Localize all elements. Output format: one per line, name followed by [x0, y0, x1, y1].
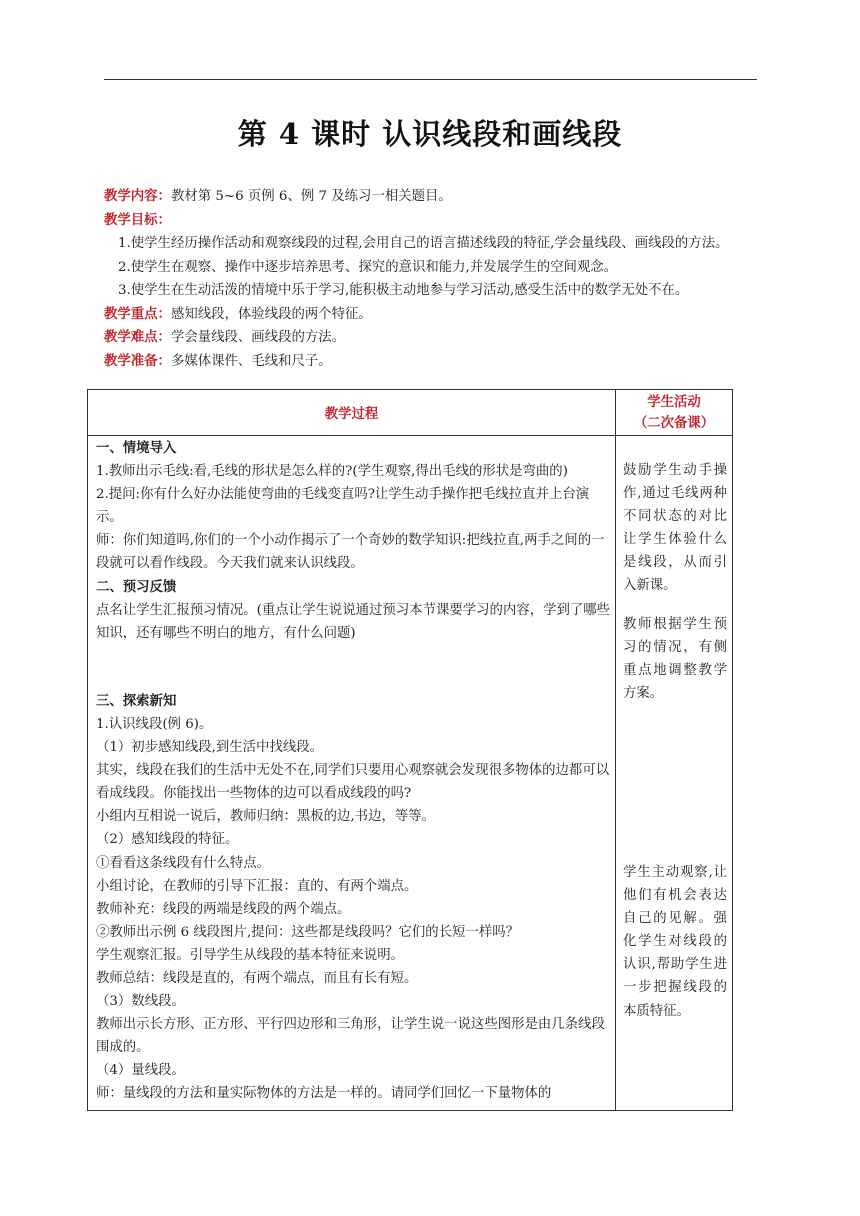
- paragraph: 1.认识线段(例 6)。: [96, 716, 213, 732]
- prep-label: 教学准备：: [104, 352, 171, 369]
- process-header: 教学过程: [324, 406, 379, 422]
- paragraph: 点名让学生汇报预习情况。(重点让学生说说通过预习本节课要学习的内容，学到了哪些知识，还有哪些不明白的地方，有什么问题): [96, 602, 611, 641]
- section-title: 三、探索新知: [96, 692, 177, 709]
- page-title: 第 4 课时 认识线段和画线段: [237, 117, 623, 151]
- header-rule: [104, 79, 757, 80]
- spacer: [96, 645, 611, 690]
- goal-item: 3.使学生在生动活泼的情境中乐于学习,能积极主动地参与学习活动,感受生活中的数学无处不在。: [118, 283, 689, 298]
- paragraph: 教师总结：线段是直的，有两个端点，而且有长有短。: [96, 970, 418, 986]
- process-column: [96, 437, 611, 1106]
- key-label: 教学重点：: [104, 305, 171, 322]
- prep-text: 多媒体课件、毛线和尺子。: [170, 353, 332, 369]
- header-divider: [88, 435, 732, 436]
- paragraph: 2.提问:你有什么好办法能使弯曲的毛线变直吗?让学生动手操作把毛线拉直并上台演示。: [96, 487, 590, 526]
- paragraph: 小组讨论，在教师的引导下汇报：直的、有两个端点。: [96, 878, 418, 894]
- paragraph: 小组内互相说一说后，教师归纳：黑板的边,书边，等等。: [96, 809, 436, 825]
- paragraph: ①看看这条线段有什么特点。: [96, 855, 271, 871]
- paragraph: （2）感知线段的特征。: [96, 832, 239, 848]
- column-divider: [615, 390, 616, 1110]
- difficulty-text: 学会量线段、画线段的方法。: [170, 330, 346, 345]
- paragraph: 教师出示长方形、正方形、平行四边形和三角形，让学生说一说这些图形是由几条线段围成的。: [96, 1017, 605, 1056]
- paragraph: 师：量线段的方法和量实际物体的方法是一样的。请同学们回忆一下量物体的: [96, 1086, 552, 1102]
- paragraph: 其实，线段在我们的生活中无处不在,同学们只要用心观察就会发现很多物体的边都可以看成线段。你能找出一些物体的边可以看成线段的吗?: [96, 763, 610, 802]
- paragraph: 师：你们知道吗,你们的一个小动作揭示了一个奇妙的数学知识:把线拉直,两手之间的一段就可以看作线段。今天我们就来认识线段。: [96, 533, 605, 572]
- paragraph: 教师补充：线段的两端是线段的两个端点。: [96, 901, 351, 917]
- section-title: 一、情境导入: [96, 440, 177, 456]
- content-label: 教学内容：: [104, 188, 171, 204]
- activity-header: [616, 390, 732, 435]
- paragraph: ②教师出示例 6 线段图片,提问：这些都是线段吗？它们的长短一样吗？: [96, 924, 520, 940]
- goal-item: 2.使学生在观察、操作中逐步培养思考、探究的意识和能力,并发展学生的空间观念。: [118, 259, 618, 275]
- paragraph: （3）数线段。: [96, 994, 185, 1010]
- activity-note-1: 鼓励学生动手操作,通过毛线两种不同状态的对比让学生体验什么是线段，从而引入新课。: [623, 463, 727, 594]
- lesson-meta: [104, 185, 760, 373]
- activity-header-line2: （二次备课）: [633, 414, 715, 431]
- content-text: 教材第 5~6 页例 6、例 7 及练习一相关题目。: [170, 189, 452, 204]
- lesson-table: [87, 389, 733, 1111]
- paragraph: （4）量线段。: [96, 1063, 185, 1079]
- key-line: [104, 303, 760, 327]
- prep-line: [104, 350, 760, 374]
- difficulty-line: [104, 326, 760, 350]
- section-title: 二、预习反馈: [96, 578, 177, 595]
- goal-label: 教学目标：: [104, 211, 171, 228]
- goal-line: [104, 209, 760, 233]
- activity-note-2: 教师根据学生预习的情况，有侧重点地调整教学方案。: [623, 617, 727, 702]
- paragraph: 学生观察汇报。引导学生从线段的基本特征来说明。: [96, 947, 404, 963]
- paragraph: （1）初步感知线段,到生活中找线段。: [96, 740, 324, 756]
- goal-item: 1.使学生经历操作活动和观察线段的过程,会用自己的语言描述线段的特征,学会量线段、画线段的方法。: [118, 236, 729, 251]
- activity-header-line1: 学生活动: [647, 393, 701, 410]
- key-text: 感知线段，体验线段的两个特征。: [170, 306, 372, 322]
- activity-note-3: 学生主动观察,让他们有机会表达自己的见解。强化学生对线段的认识,帮助学生进一步把握线段的本质特征。: [623, 865, 727, 1019]
- difficulty-label: 教学难点：: [104, 329, 171, 345]
- paragraph: 1.教师出示毛线:看,毛线的形状是怎么样的?(学生观察,得出毛线的形状是弯曲的): [96, 464, 568, 480]
- content-line: [104, 185, 760, 209]
